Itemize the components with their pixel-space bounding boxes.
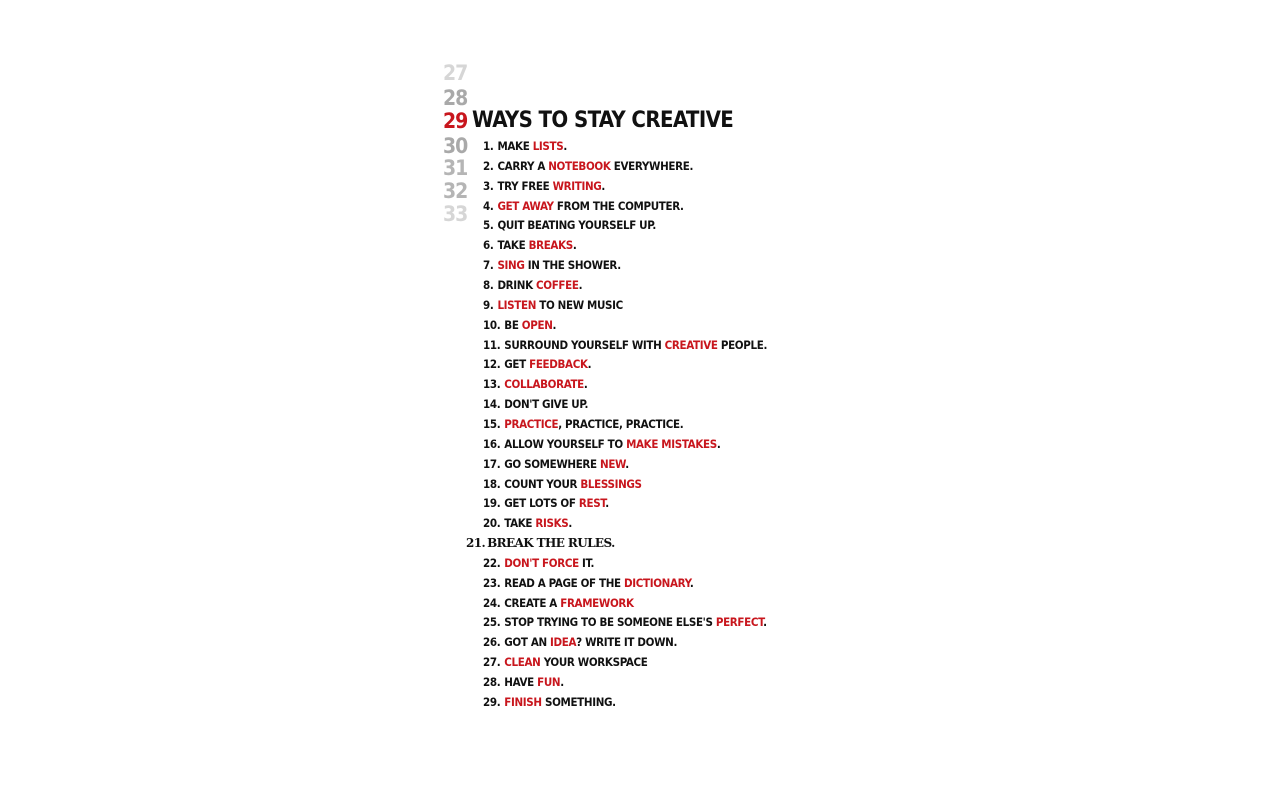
list-item-number: 26. — [483, 635, 501, 650]
list-item — [483, 556, 594, 570]
list-item-number: 20. — [483, 516, 501, 531]
list-item-number: 22. — [483, 555, 501, 570]
list-item-number: 13. — [483, 377, 501, 392]
list-item-text: READ A PAGE OF THE — [504, 575, 625, 590]
list-item-number: 18. — [483, 476, 501, 491]
list-item-text: GOT AN — [504, 635, 551, 650]
list-item-text: IT. — [578, 555, 595, 570]
list-item-highlight-word: PRACTICE — [504, 416, 559, 431]
list-item — [483, 377, 588, 391]
list-item-number: 10. — [483, 317, 501, 332]
list-item-text: BREAK THE RULES. — [487, 536, 615, 550]
list-item-text: . — [625, 456, 629, 471]
list-item-highlight — [466, 536, 615, 550]
list-item — [483, 655, 648, 669]
list-item-text: GO SOMEWHERE — [504, 456, 601, 471]
list-item-highlight-word: LISTEN — [497, 297, 537, 312]
list-item-highlight-word: CLEAN — [504, 655, 541, 670]
list-item-highlight-word: NEW — [600, 456, 626, 471]
list-item-text: COUNT YOUR — [504, 476, 581, 491]
list-item — [483, 635, 677, 649]
list-item-number: 1. — [483, 139, 494, 153]
list-item-number: 5. — [483, 218, 494, 233]
list-item-highlight-word: FEEDBACK — [529, 357, 588, 372]
side-number: 30 — [443, 134, 468, 158]
list-item-number: 6. — [483, 238, 494, 253]
list-item-text: , PRACTICE, PRACTICE. — [558, 416, 684, 431]
list-item-number: 17. — [483, 456, 501, 471]
list-item-number: 7. — [483, 258, 494, 273]
list-item-number: 3. — [483, 178, 494, 193]
list-item — [483, 139, 567, 153]
list-item — [483, 457, 629, 471]
list-item-text: SOMETHING. — [541, 694, 616, 709]
list-item-text: DRINK — [497, 278, 537, 292]
list-item-number: 21. — [466, 536, 486, 550]
list-item-text: . — [605, 496, 609, 511]
list-item-text: ALLOW YOURSELF TO — [504, 436, 627, 451]
list-item — [483, 437, 720, 451]
list-item-text: . — [552, 317, 557, 332]
list-item-text: . — [563, 139, 567, 153]
list-item-text: . — [587, 357, 592, 372]
list-item-text: . — [572, 238, 577, 253]
side-number: 27 — [443, 61, 468, 85]
side-number: 31 — [443, 156, 468, 180]
list-item-text: SURROUND YOURSELF WITH — [504, 337, 665, 352]
list-item-number: 14. — [483, 397, 501, 412]
list-item-text: EVERYWHERE. — [610, 158, 694, 173]
list-item-highlight-word: FUN — [537, 675, 561, 689]
list-item — [483, 496, 609, 510]
list-item-highlight-word: MAKE MISTAKES — [626, 436, 717, 451]
list-item — [483, 675, 564, 689]
list-item-highlight-word: FRAMEWORK — [560, 595, 634, 610]
list-item-text: HAVE — [504, 675, 538, 689]
list-item-highlight-word: COFFEE — [536, 278, 579, 292]
list-item-number: 15. — [483, 416, 501, 431]
list-item-highlight-word: IDEA — [550, 635, 577, 650]
list-item-highlight-word: GET AWAY — [497, 198, 554, 213]
list-item-highlight-word: COLLABORATE — [504, 377, 584, 392]
list-item-number: 29. — [483, 694, 501, 709]
list-item — [483, 596, 634, 610]
side-number: 32 — [443, 179, 468, 203]
list-item-text: MAKE — [497, 139, 533, 153]
list-item — [483, 258, 621, 272]
list-item — [483, 338, 767, 352]
list-item-number: 19. — [483, 496, 501, 511]
list-item-text: CARRY A — [497, 158, 549, 173]
list-item-highlight-word: DICTIONARY — [624, 575, 690, 590]
list-item-number: 4. — [483, 198, 494, 213]
list-item-number: 24. — [483, 595, 501, 610]
list-item-highlight-word: DON'T FORCE — [504, 555, 579, 570]
list-item-text: DON'T GIVE UP. — [504, 397, 589, 412]
list-item — [483, 179, 605, 193]
list-item-highlight-word: OPEN — [521, 317, 553, 332]
list-item-text: TAKE — [504, 516, 536, 531]
list-item — [483, 576, 693, 590]
list-item-text: FROM THE COMPUTER. — [553, 198, 684, 213]
list-item — [483, 357, 591, 371]
list-item — [483, 695, 616, 709]
side-number-current: 29 — [443, 109, 468, 133]
side-number: 33 — [443, 202, 468, 226]
list-item-number: 9. — [483, 297, 494, 312]
list-item-text: QUIT BEATING YOURSELF UP. — [497, 218, 656, 233]
list-item-text: . — [583, 377, 588, 392]
list-item-text: IN THE SHOWER. — [524, 258, 621, 273]
list-item-highlight-word: PERFECT — [715, 615, 764, 630]
list-item-text: . — [689, 575, 694, 590]
side-number: 28 — [443, 86, 468, 110]
list-item-text: TRY FREE — [497, 178, 553, 193]
list-item-number: 25. — [483, 615, 501, 630]
list-item-highlight-word: RISKS — [535, 516, 569, 531]
list-item — [483, 218, 656, 232]
list-item-number: 12. — [483, 357, 501, 372]
list-item-text: . — [560, 675, 564, 689]
list-item — [483, 417, 683, 431]
list-item — [483, 199, 684, 213]
list-item-highlight-word: REST — [578, 496, 606, 511]
list-item-text: YOUR WORKSPACE — [540, 655, 648, 670]
list-item-number: 8. — [483, 278, 494, 292]
list-item-highlight-word: LISTS — [532, 139, 564, 153]
list-item — [483, 278, 582, 292]
page-title: WAYS TO STAY CREATIVE — [472, 108, 734, 133]
list-item-text: TAKE — [497, 238, 529, 253]
list-item-text: PEOPLE. — [717, 337, 768, 352]
list-item-highlight-word: NOTEBOOK — [548, 158, 611, 173]
list-item-number: 23. — [483, 575, 501, 590]
list-item — [483, 159, 693, 173]
list-item — [483, 397, 588, 411]
list-item-highlight-word: CREATIVE — [664, 337, 718, 352]
list-item-text: . — [763, 615, 767, 630]
list-item — [483, 238, 576, 252]
list-item — [483, 318, 556, 332]
list-item — [483, 477, 642, 491]
list-item — [483, 298, 623, 312]
list-item-text: . — [601, 178, 605, 193]
list-item-highlight-word: SING — [497, 258, 525, 273]
list-item-number: 2. — [483, 158, 494, 173]
list-item-text: ? WRITE IT DOWN. — [576, 635, 678, 650]
list-item-number: 11. — [483, 337, 501, 352]
list-item-highlight-word: WRITING — [552, 178, 602, 193]
list-item-number: 27. — [483, 655, 501, 670]
list-item-text: GET LOTS OF — [504, 496, 579, 511]
list-item-text: TO NEW MUSIC — [536, 297, 623, 312]
list-item-highlight-word: FINISH — [504, 694, 542, 709]
list-item-number: 28. — [483, 675, 501, 689]
list-item-text: GET — [504, 357, 530, 372]
list-item-text: BE — [504, 317, 522, 332]
list-item-text: CREATE A — [504, 595, 561, 610]
list-item-text: . — [568, 516, 572, 531]
list-item-text: . — [716, 436, 721, 451]
list-item-highlight-word: BREAKS — [528, 238, 573, 253]
list-item-text: STOP TRYING TO BE SOMEONE ELSE'S — [504, 615, 716, 630]
list-item-text: . — [578, 278, 583, 292]
list-item — [483, 615, 767, 629]
list-item — [483, 516, 572, 530]
list-item-highlight-word: BLESSINGS — [580, 476, 642, 491]
list-item-number: 16. — [483, 436, 501, 451]
